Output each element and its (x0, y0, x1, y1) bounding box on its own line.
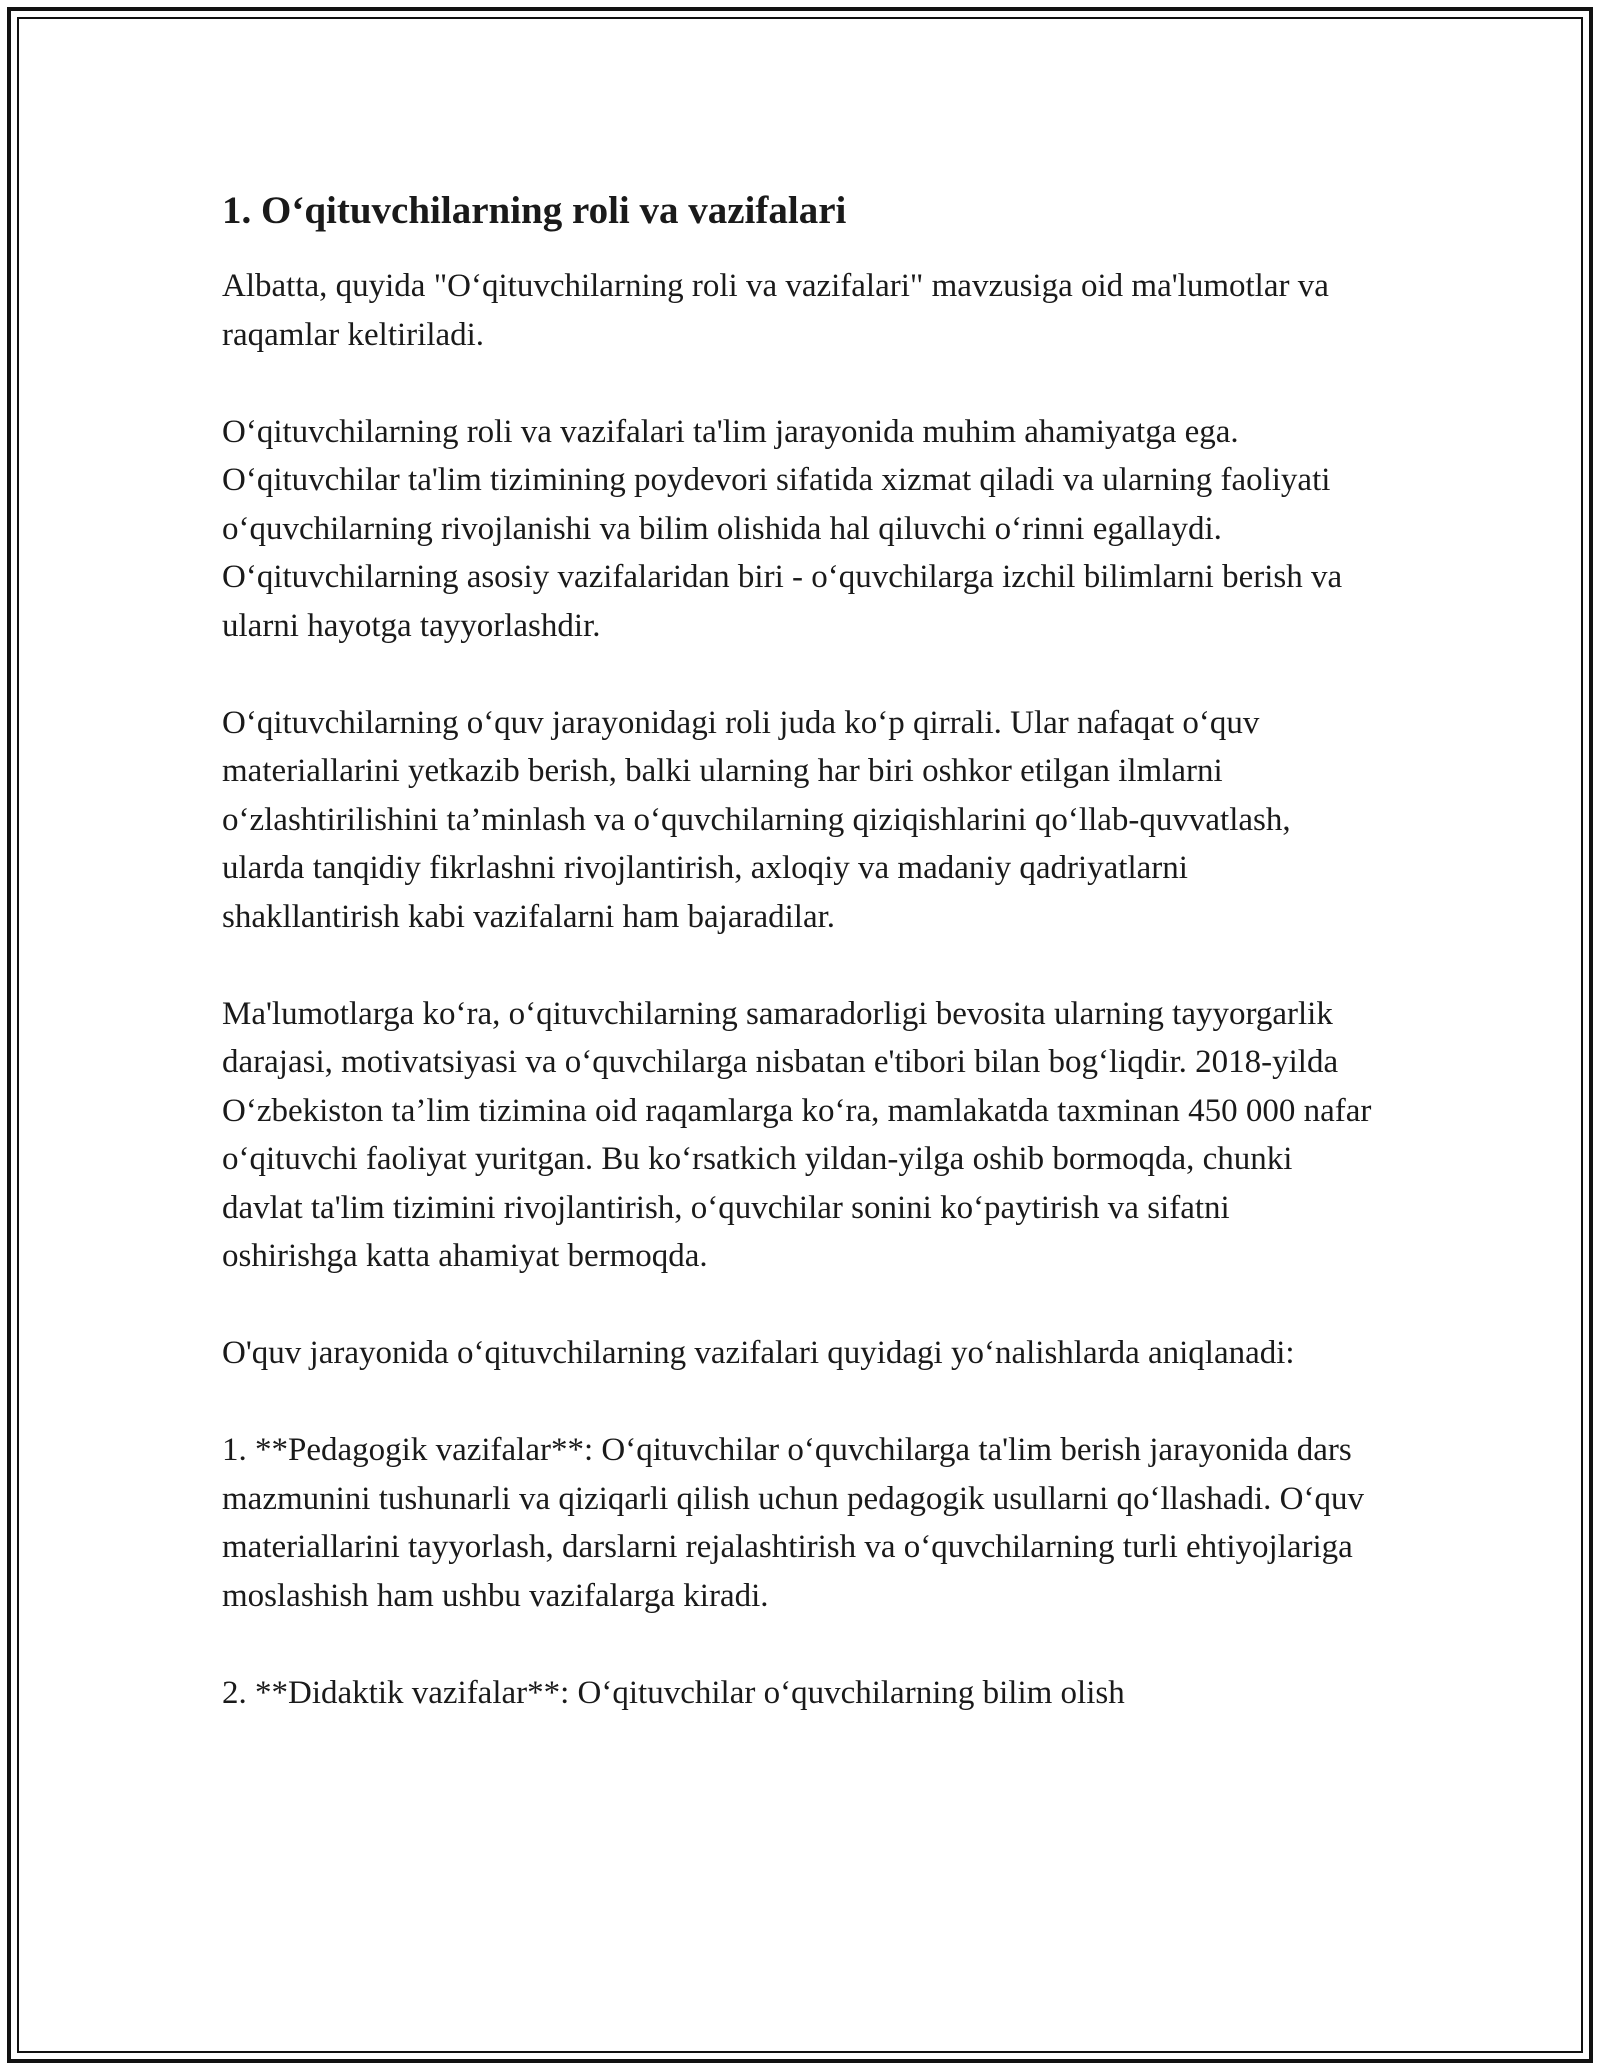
paragraph-intro: Albatta, quyida "Oʻqituvchilarning roli va vazifalari" mavzusiga oid ma'lumotlar va raqamlar keltiriladi. (222, 268, 1329, 353)
paragraph-duties-intro: O'quv jarayonida oʻqituvchilarning vazifalari quyidagi yoʻnalishlarda aniqlanadi: (222, 1335, 1295, 1371)
document-body (222, 185, 1372, 1766)
paragraph-role-multifaceted: Oʻqituvchilarning oʻquv jarayonidagi roli juda koʻp qirrali. Ular nafaqat oʻquv materiallarini yetkazib berish, balki ularning har biri oshkor etilgan ilmlarni oʻzlashtirilishini ta’minlash va oʻquvchilarning qiziqishlarini qoʻllab-quvvatlash, ularda tanqidiy fikrlashni rivojlantirish, axloqiy va madaniy qadriyatlarni shakllantirish kabi vazifalarni ham bajaradilar. (222, 704, 1291, 935)
paragraph-pedagogical-duties: 1. **Pedagogik vazifalar**: Oʻqituvchilar oʻquvchilarga ta'lim berish jarayonida dars mazmunini tushunarli va qiziqarli qilish uchun pedagogik usullarni qoʻllashadi. Oʻquv materiallarini tayyorlash, darslarni rejalashtirish va oʻquvchilarning turli ehtiyojlariga moslashish ham ushbu vazifalarga kiradi. (222, 1432, 1364, 1614)
paragraph-didactic-duties: 2. **Didaktik vazifalar**: Oʻqituvchilar oʻquvchilarning bilim olish (222, 1674, 1125, 1711)
section-title: 1. Oʻqituvchilarning roli va vazifalari (222, 189, 847, 232)
paragraph-role-importance: Oʻqituvchilarning roli va vazifalari ta'lim jarayonida muhim ahamiyatga ega. Oʻqituvchilar ta'lim tizimining poydevori sifatida xizmat qiladi va ularning faoliyati oʻquvchilarning rivojlanishi va bilim olishida hal qiluvchi oʻrinni egallaydi. Oʻqituvchilarning asosiy vazifalaridan biri - oʻquvchilarga izchil bilimlarni berish va ularni hayotga tayyorlashdir. (222, 413, 1343, 644)
paragraph-statistics: Ma'lumotlarga koʻra, oʻqituvchilarning samaradorligi bevosita ularning tayyorgarlik darajasi, motivatsiyasi va oʻquvchilarga nisbatan e'tibori bilan bogʻliqdir. 2018-yilda Oʻzbekiston ta’lim tizimina oid raqamlarga koʻra, mamlakatda taxminan 450 000 nafar oʻqituvchi faoliyat yuritgan. Bu koʻrsatkich yildan-yilga oshib bormoqda, chunki davlat ta'lim tizimini rivojlantirish, oʻquvchilar sonini koʻpaytirish va sifatni oshirishga katta ahamiyat bermoqda. (222, 995, 1372, 1274)
